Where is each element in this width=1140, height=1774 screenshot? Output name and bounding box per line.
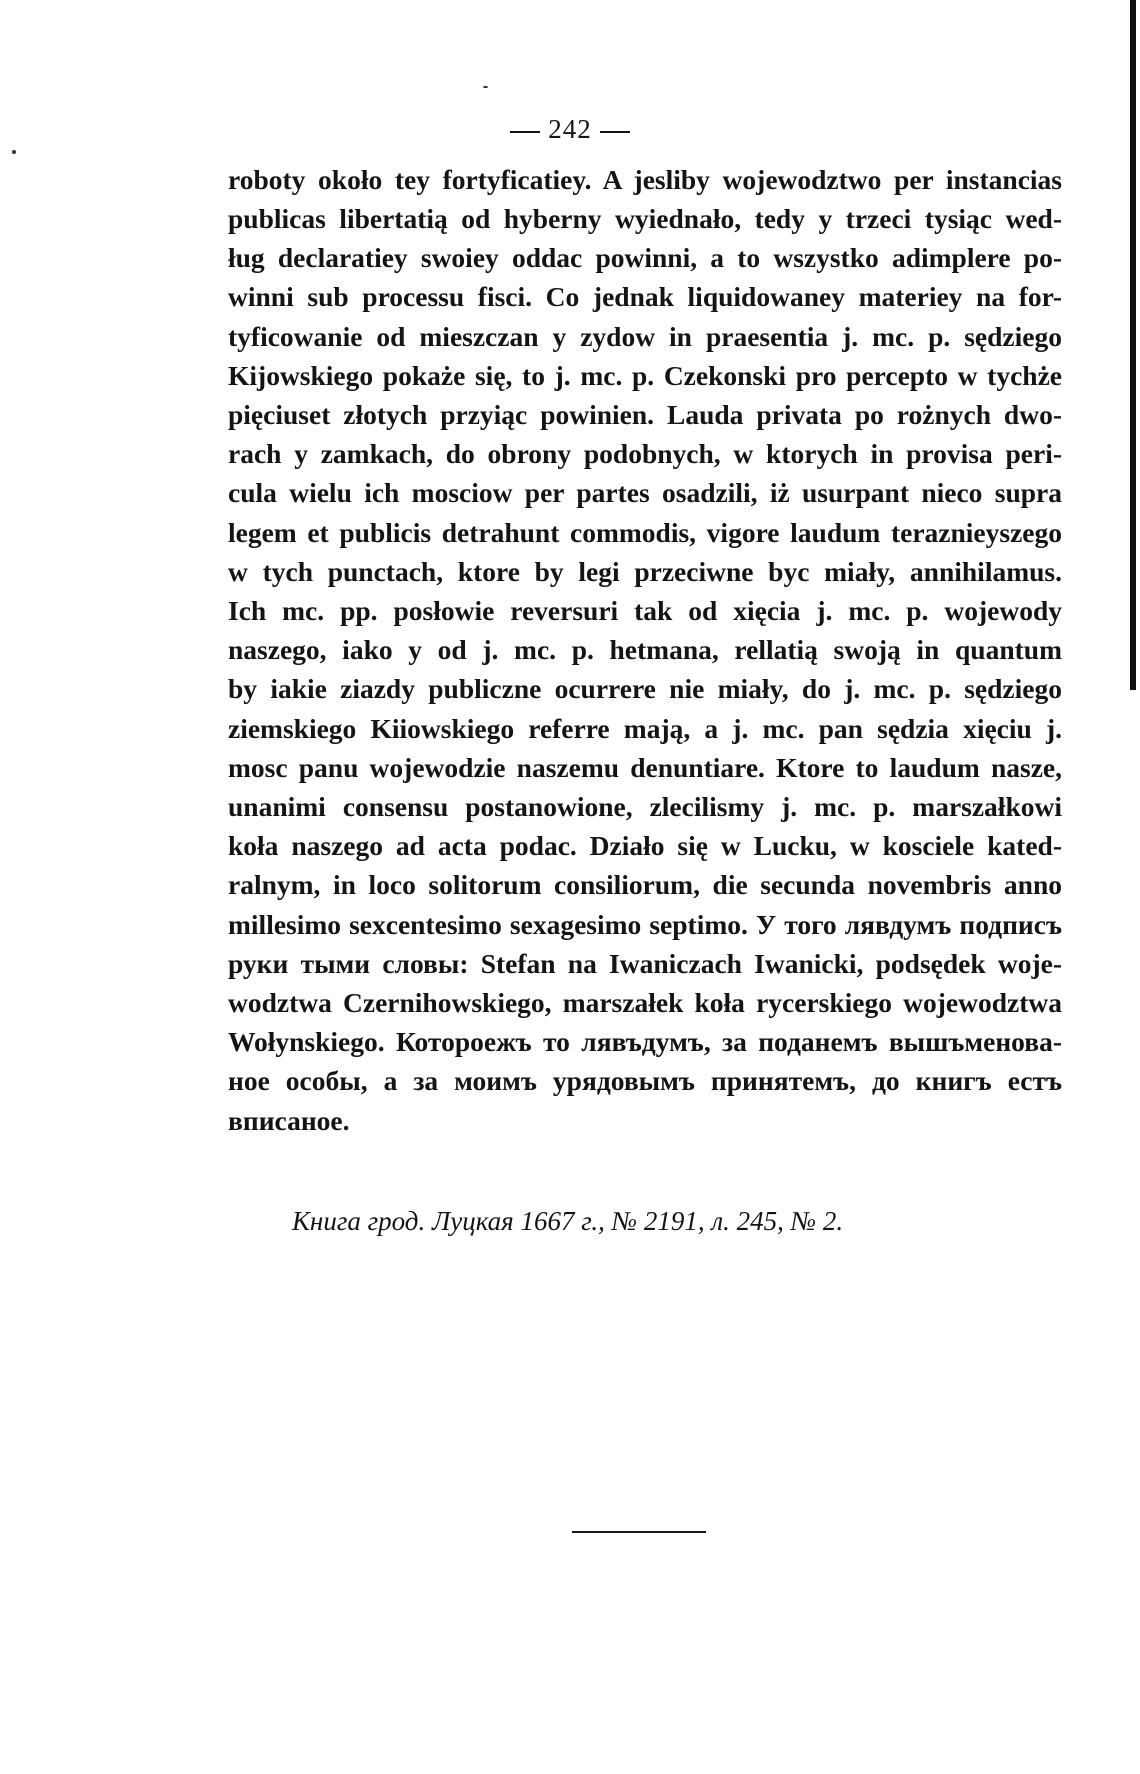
page-number-right-dash (600, 131, 630, 133)
text-line: Wołynskiego. Котороежъ то лявъдумъ, за поданемъ вышъменова- (228, 1026, 1062, 1057)
text-line-last: вписаное. (228, 1105, 350, 1136)
text-line: koła naszego ad acta podac. Działo się w Lucku, w kosciele kated- (228, 830, 1062, 861)
text-line: ług declaratiey swoiey oddac powinni, a to wszystko adimplere po- (228, 242, 1062, 273)
text-line: publicas libertatią od hyberny wyiednało, tedy y trzeci tysiąc wed- (228, 203, 1062, 234)
text-line: roboty około tey fortyficatiey. A jesliby wojewodztwo per instancias (228, 164, 1062, 195)
text-line: Kijowskiego pokaże się, to j. mc. p. Czekonski pro percepto w tychże (228, 360, 1062, 391)
text-line: tyficowanie od mieszczan y zydow in praesentia j. mc. p. sędziego (228, 321, 1062, 352)
source-citation: Книга гpод. Луцкая 1667 г., № 2191, л. 245, № 2. (292, 1206, 844, 1236)
text-line: w tych punctach, ktore by legi przeciwne byc miały, annihilamus. (228, 556, 1062, 587)
text-line: winni sub processu fisci. Co jednak liquidowaney materiey na for- (228, 281, 1062, 312)
scan-speck (483, 86, 488, 88)
scan-speck (12, 150, 16, 154)
text-line: legem et publicis detrahunt commodis, vigore laudum teraznieyszego (228, 517, 1062, 548)
text-line: ralnym, in loco solitorum consiliorum, die secunda novembris anno (228, 869, 1062, 900)
page-number-value: 242 (548, 114, 592, 144)
text-line: naszego, iako y od j. mc. p. hetmana, rellatią swoją in quantum (228, 634, 1062, 665)
text-line: Ich mc. pp. posłowie reversuri tak od xięcia j. mc. p. wojewody (228, 595, 1062, 626)
page-number (0, 114, 1140, 145)
end-rule (572, 1531, 706, 1533)
page-number-left-dash (510, 131, 540, 133)
text-line: rach y zamkach, do obrony podobnych, w ktorych in provisa peri- (228, 438, 1062, 469)
text-line: millesimo sexcentesimo sexagesimo septimo. У того лявдумъ подписъ (228, 909, 1062, 940)
text-line: руки тыми словы: Stefan na Iwaniczach Iwanicki, podsędek wоje- (228, 948, 1062, 979)
scan-edge-border (1130, 0, 1136, 690)
text-line: mosc panu wojewodzie naszemu denuntiare. Ktore to laudum nasze, (228, 752, 1062, 783)
text-line: pięciuset złotych przyiąc powinien. Lauda privata po rożnych dwo- (228, 399, 1062, 430)
text-line: unanimi consensu postanowione, zlecilismy j. mc. p. marszałkowi (228, 791, 1062, 822)
text-line: cula wielu ich mosciow per partes osadzili, iż usurpant nieco supra (228, 477, 1062, 508)
text-line: by iakie ziazdy publiczne ocurrere nie miały, do j. mc. p. sędziego (228, 673, 1062, 704)
text-line: ное особы, а за моимъ урядовымъ принятемъ, до книгъ естъ (228, 1065, 1062, 1096)
text-line: wodztwa Czernihowskiego, marszałek koła rycerskiego wojewodztwa (228, 987, 1062, 1018)
text-line: ziemskiego Kiiowskiego referre mają, a j. mc. pan sędzia xięciu j. (228, 713, 1062, 744)
